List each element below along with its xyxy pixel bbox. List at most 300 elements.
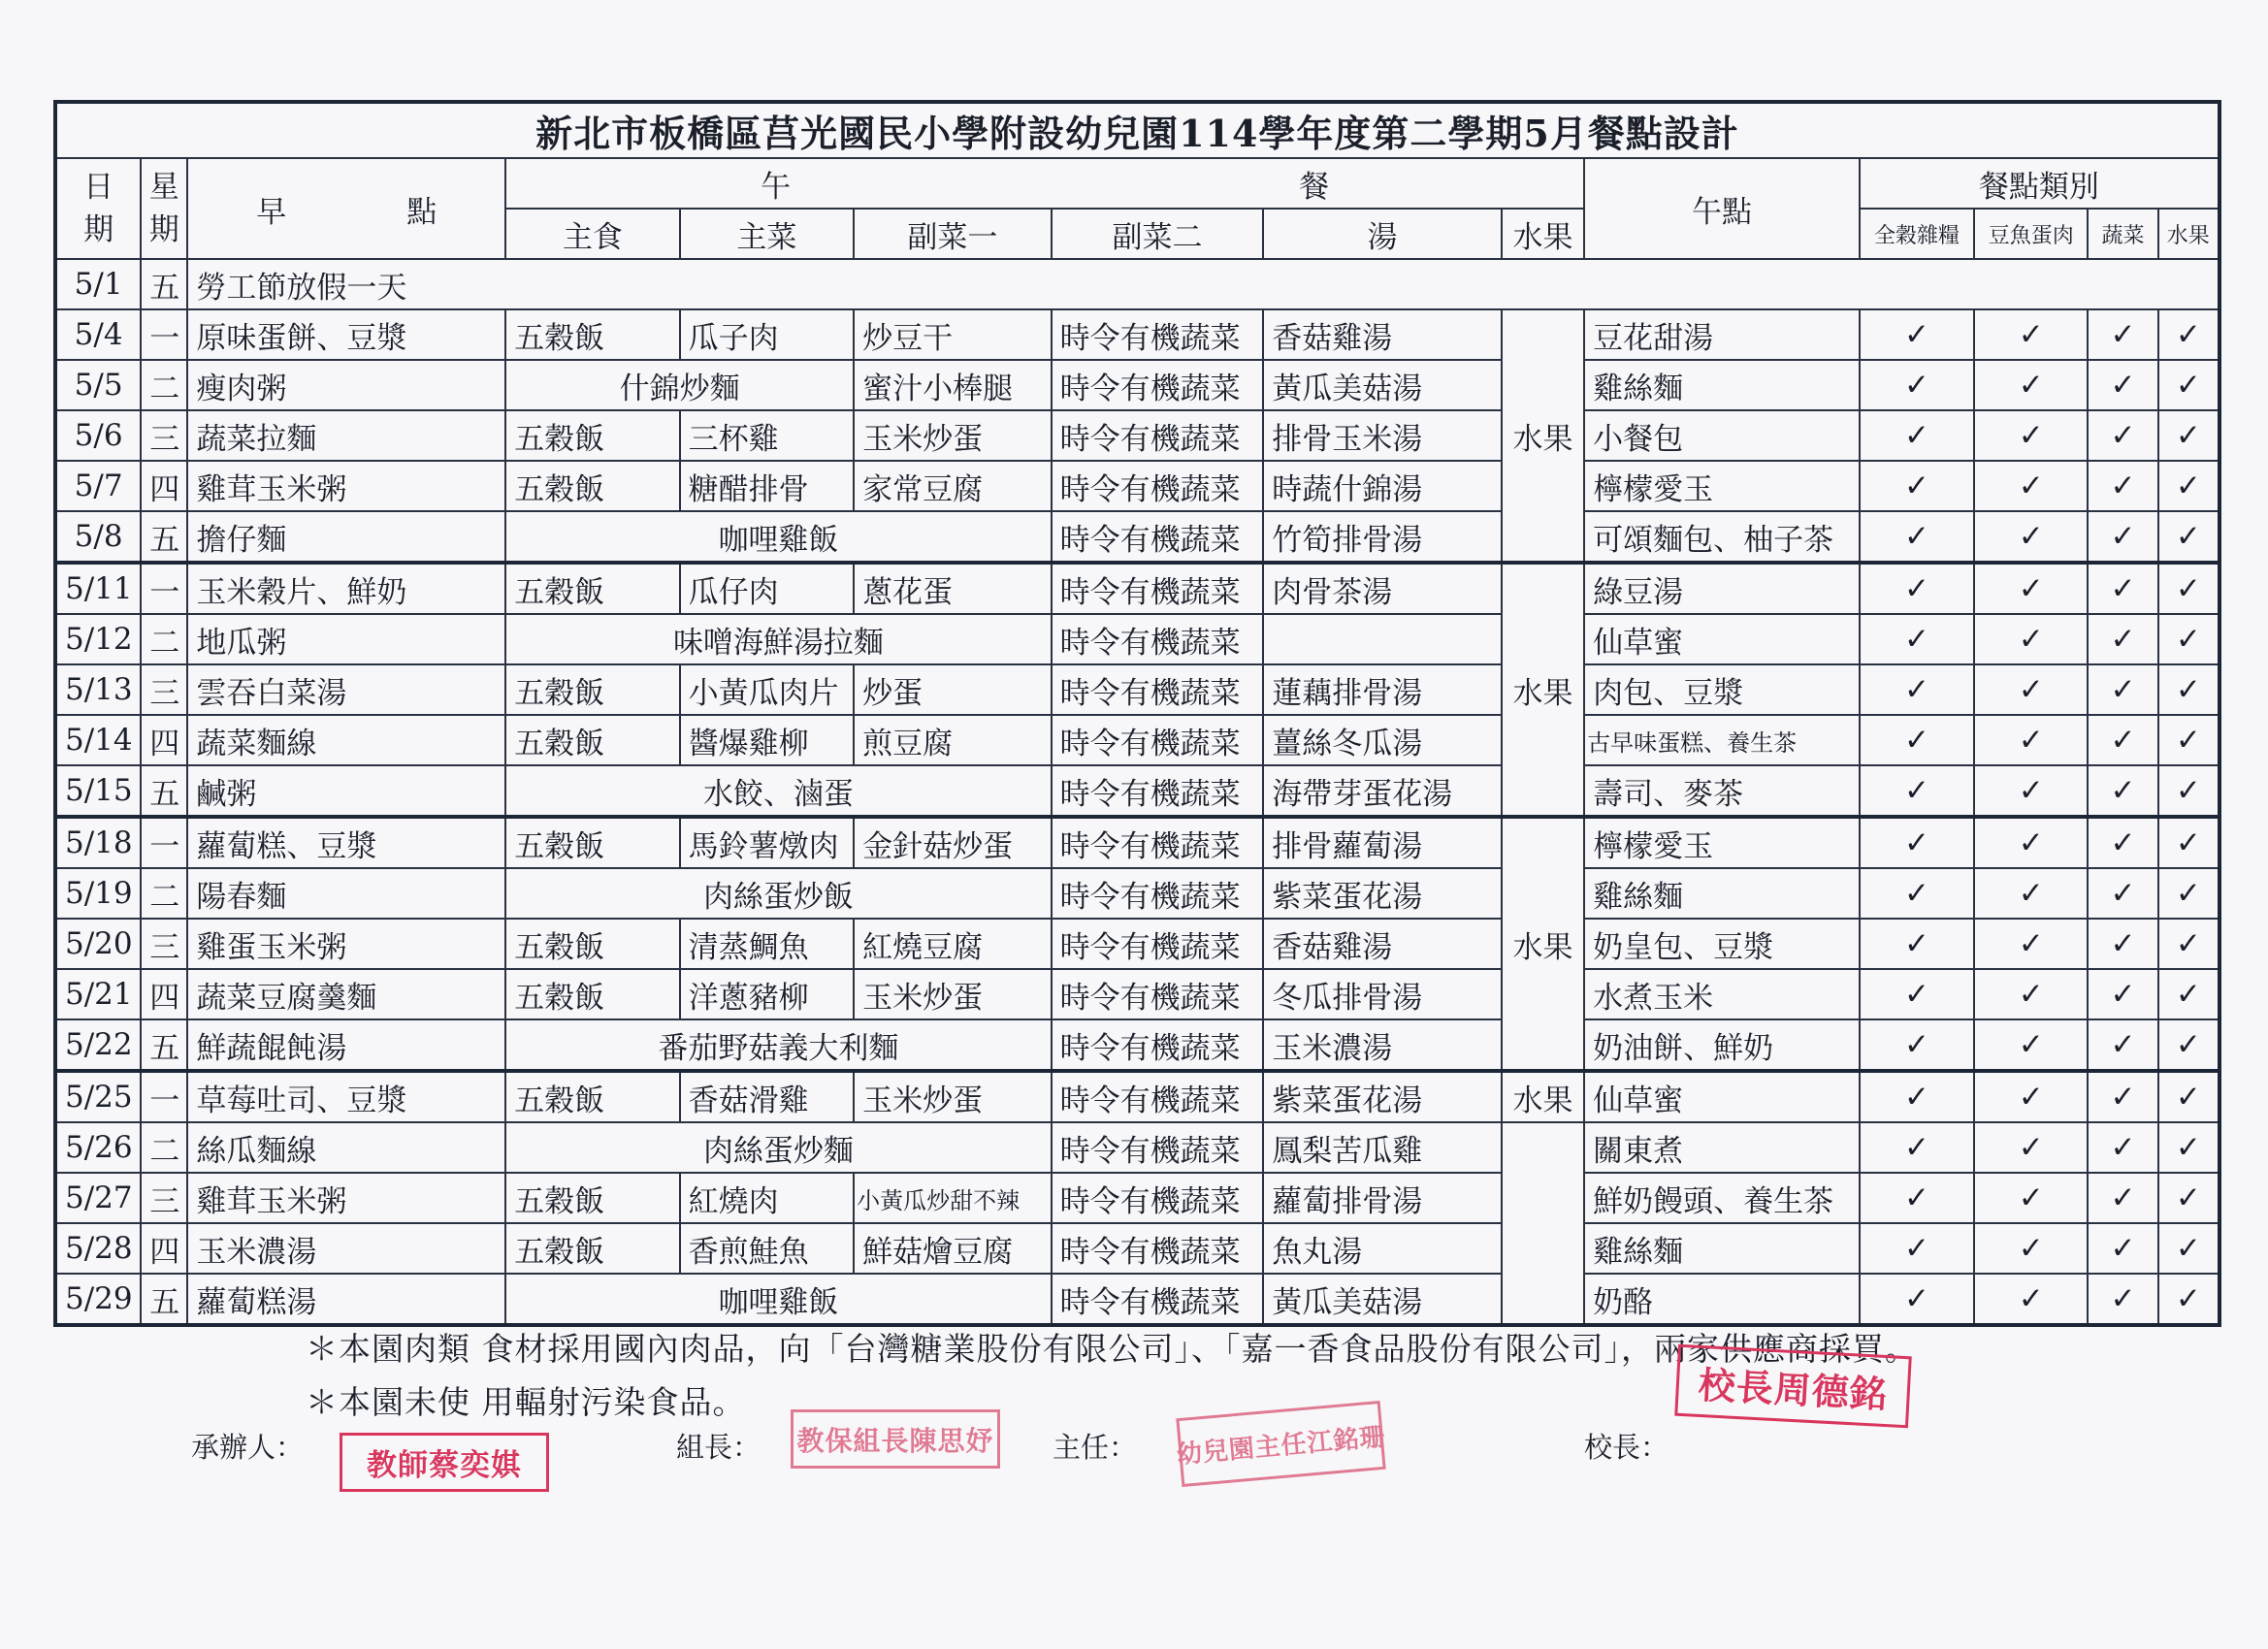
cell-soup: 時蔬什錦湯 [1263, 461, 1502, 511]
cell-date: 5/20 [55, 919, 141, 969]
cell-side2: 時令有機蔬菜 [1052, 715, 1264, 765]
cell-fruit: 水果 [1502, 817, 1584, 1071]
check-mark: ✓ [2158, 563, 2219, 614]
cell-staple: 五穀飯 [505, 919, 679, 969]
meal-row [55, 1019, 2219, 1071]
cell-staple: 五穀飯 [505, 1173, 679, 1223]
cell-side2: 時令有機蔬菜 [1052, 868, 1264, 919]
check-mark: ✓ [1860, 1071, 1974, 1122]
meal-row [55, 1173, 2219, 1223]
cell-side1: 煎豆腐 [854, 715, 1052, 765]
cell-snack: 奶油餅、鮮奶 [1584, 1019, 1860, 1071]
check-mark: ✓ [1974, 309, 2088, 360]
cell-soup: 紫菜蛋花湯 [1263, 1071, 1502, 1122]
cell-date: 5/12 [55, 614, 141, 664]
check-mark: ✓ [2088, 1274, 2157, 1325]
cell-main-dish: 瓜子肉 [680, 309, 854, 360]
cell-date: 5/11 [55, 563, 141, 614]
cell-soup: 魚丸湯 [1263, 1223, 1502, 1274]
cell-weekday: 二 [141, 614, 187, 664]
check-mark: ✓ [2158, 309, 2219, 360]
cell-snack: 古早味蛋糕、養生茶 [1584, 715, 1860, 765]
side1-header: 副菜一 [854, 209, 1052, 259]
cell-soup: 海帶芽蛋花湯 [1263, 765, 1502, 817]
check-mark: ✓ [1974, 1173, 2088, 1223]
meal-row [55, 969, 2219, 1019]
check-mark: ✓ [2088, 309, 2157, 360]
check-mark: ✓ [1860, 969, 1974, 1019]
check-mark: ✓ [2088, 868, 2157, 919]
check-mark: ✓ [2088, 817, 2157, 868]
meal-row [55, 360, 2219, 410]
teacher-stamp: 教師蔡奕娸 [340, 1433, 549, 1492]
cat-grains-header: 全穀雜糧 [1860, 209, 1974, 259]
check-mark: ✓ [2088, 1173, 2157, 1223]
cell-breakfast: 瘦肉粥 [187, 360, 505, 410]
cell-staple: 五穀飯 [505, 1223, 679, 1274]
cell-soup: 薑絲冬瓜湯 [1263, 715, 1502, 765]
cell-breakfast: 雞茸玉米粥 [187, 461, 505, 511]
cell-date: 5/8 [55, 511, 141, 563]
cell-snack: 小餐包 [1584, 410, 1860, 461]
cell-date: 5/4 [55, 309, 141, 360]
handler-label: 承辦人： [191, 1431, 305, 1464]
cell-snack: 雞絲麵 [1584, 868, 1860, 919]
cell-staple: 五穀飯 [505, 664, 679, 715]
holiday-date: 5/1 [55, 259, 141, 309]
check-mark: ✓ [1974, 360, 2088, 410]
check-mark: ✓ [1974, 969, 2088, 1019]
check-mark: ✓ [2158, 664, 2219, 715]
cell-snack: 雞絲麵 [1584, 360, 1860, 410]
cell-breakfast: 原味蛋餅、豆漿 [187, 309, 505, 360]
check-mark: ✓ [2158, 1122, 2219, 1173]
check-mark: ✓ [1860, 461, 1974, 511]
cell-breakfast: 蔬菜拉麵 [187, 410, 505, 461]
cell-side2: 時令有機蔬菜 [1052, 664, 1264, 715]
cell-snack: 壽司、麥茶 [1584, 765, 1860, 817]
cell-staple: 五穀飯 [505, 410, 679, 461]
cell-breakfast: 草莓吐司、豆漿 [187, 1071, 505, 1122]
cell-weekday: 四 [141, 715, 187, 765]
snack-header: 午點 [1584, 158, 1860, 259]
cell-breakfast: 陽春麵 [187, 868, 505, 919]
check-mark: ✓ [2088, 614, 2157, 664]
cell-date: 5/22 [55, 1019, 141, 1071]
meal-row [55, 1223, 2219, 1274]
cell-side1: 炒豆干 [854, 309, 1052, 360]
cell-snack: 水煮玉米 [1584, 969, 1860, 1019]
cell-soup: 肉骨茶湯 [1263, 563, 1502, 614]
check-mark: ✓ [1860, 715, 1974, 765]
cell-side2: 時令有機蔬菜 [1052, 919, 1264, 969]
cell-side1: 金針菇炒蛋 [854, 817, 1052, 868]
main-dish-header: 主菜 [680, 209, 854, 259]
cell-main-dish: 香菇滑雞 [680, 1071, 854, 1122]
cell-soup: 竹筍排骨湯 [1263, 511, 1502, 563]
cell-date: 5/6 [55, 410, 141, 461]
note-meat-source: ＊本園肉類 食材採用國內肉品，向「台灣糖業股份有限公司」、「嘉一香食品股份有限公司」，兩家供應商採買。 [306, 1330, 1918, 1368]
cat-fruit-header: 水果 [2158, 209, 2219, 259]
cell-snack: 仙草蜜 [1584, 1071, 1860, 1122]
meal-row [55, 765, 2219, 817]
cell-combined-main: 咖哩雞飯 [505, 1274, 1051, 1325]
cell-weekday: 五 [141, 1274, 187, 1325]
check-mark: ✓ [1860, 817, 1974, 868]
check-mark: ✓ [2088, 511, 2157, 563]
cell-breakfast: 玉米濃湯 [187, 1223, 505, 1274]
cell-main-dish: 醬爆雞柳 [680, 715, 854, 765]
check-mark: ✓ [1974, 664, 2088, 715]
director-label: 主任： [1053, 1431, 1138, 1464]
cell-weekday: 三 [141, 664, 187, 715]
cell-date: 5/13 [55, 664, 141, 715]
check-mark: ✓ [1860, 1019, 1974, 1071]
cell-breakfast: 蔬菜麵線 [187, 715, 505, 765]
cell-main-dish: 馬鈴薯燉肉 [680, 817, 854, 868]
cell-fruit: 水果 [1502, 309, 1584, 563]
cell-weekday: 一 [141, 1071, 187, 1122]
check-mark: ✓ [2158, 919, 2219, 969]
lunch-header [505, 158, 1584, 209]
categories-header: 餐點類別 [1860, 158, 2219, 209]
cell-snack: 關東煮 [1584, 1122, 1860, 1173]
check-mark: ✓ [2088, 664, 2157, 715]
check-mark: ✓ [1860, 410, 1974, 461]
cell-side1: 炒蛋 [854, 664, 1052, 715]
meal-row [55, 1274, 2219, 1325]
cell-soup [1263, 614, 1502, 664]
cell-combined-main: 咖哩雞飯 [505, 511, 1051, 563]
cell-breakfast: 雞茸玉米粥 [187, 1173, 505, 1223]
cell-side2: 時令有機蔬菜 [1052, 410, 1264, 461]
check-mark: ✓ [2088, 410, 2157, 461]
cell-snack: 豆花甜湯 [1584, 309, 1860, 360]
check-mark: ✓ [2088, 563, 2157, 614]
weekday-header-text: 星期 [148, 170, 179, 247]
cell-combined-main: 肉絲蛋炒飯 [505, 868, 1051, 919]
cell-combined-main: 番茄野菇義大利麵 [505, 1019, 1051, 1071]
cell-snack: 雞絲麵 [1584, 1223, 1860, 1274]
check-mark: ✓ [2158, 715, 2219, 765]
cell-weekday: 三 [141, 410, 187, 461]
cell-side1: 家常豆腐 [854, 461, 1052, 511]
cell-side2: 時令有機蔬菜 [1052, 1071, 1264, 1122]
check-mark: ✓ [2158, 1173, 2219, 1223]
soup-header: 湯 [1263, 209, 1502, 259]
staple-header: 主食 [505, 209, 679, 259]
meal-row [55, 461, 2219, 511]
cell-staple: 五穀飯 [505, 715, 679, 765]
cell-weekday: 五 [141, 1019, 187, 1071]
cell-snack: 綠豆湯 [1584, 563, 1860, 614]
cell-snack: 鮮奶饅頭、養生茶 [1584, 1173, 1860, 1223]
cell-side1: 玉米炒蛋 [854, 410, 1052, 461]
date-header [55, 158, 141, 259]
cell-soup: 蓮藕排骨湯 [1263, 664, 1502, 715]
cell-side2: 時令有機蔬菜 [1052, 511, 1264, 563]
meal-row [55, 309, 2219, 360]
breakfast-header: 早 點 [187, 158, 505, 259]
meal-row [55, 1122, 2219, 1173]
cell-soup: 玉米濃湯 [1263, 1019, 1502, 1071]
cell-main-dish: 小黃瓜肉片 [680, 664, 854, 715]
menu-table [53, 100, 2221, 1327]
cell-date: 5/25 [55, 1071, 141, 1122]
meal-row [55, 511, 2219, 563]
check-mark: ✓ [2158, 868, 2219, 919]
note-radiation: ＊本園未使 用輻射污染食品。 [306, 1383, 746, 1421]
cell-side2: 時令有機蔬菜 [1052, 1223, 1264, 1274]
cell-date: 5/5 [55, 360, 141, 410]
lunch-header-right: 餐 [1299, 169, 1330, 205]
lunch-header-left: 午 [761, 169, 792, 205]
check-mark: ✓ [1974, 1223, 2088, 1274]
cell-weekday: 一 [141, 309, 187, 360]
cell-staple: 五穀飯 [505, 817, 679, 868]
cell-weekday: 四 [141, 461, 187, 511]
check-mark: ✓ [2158, 1071, 2219, 1122]
cell-side2: 時令有機蔬菜 [1052, 1019, 1264, 1071]
check-mark: ✓ [2088, 765, 2157, 817]
cell-snack: 仙草蜜 [1584, 614, 1860, 664]
cell-combined-main: 味噌海鮮湯拉麵 [505, 614, 1051, 664]
check-mark: ✓ [1974, 868, 2088, 919]
check-mark: ✓ [2088, 715, 2157, 765]
cell-soup: 香菇雞湯 [1263, 309, 1502, 360]
cell-soup: 冬瓜排骨湯 [1263, 969, 1502, 1019]
cell-main-dish: 三杯雞 [680, 410, 854, 461]
cell-date: 5/21 [55, 969, 141, 1019]
cell-soup: 黃瓜美菇湯 [1263, 1274, 1502, 1325]
cell-date: 5/7 [55, 461, 141, 511]
cell-snack: 可頌麵包、柚子茶 [1584, 511, 1860, 563]
cell-side1: 玉米炒蛋 [854, 969, 1052, 1019]
check-mark: ✓ [1974, 1019, 2088, 1071]
cell-side2: 時令有機蔬菜 [1052, 817, 1264, 868]
cell-date: 5/15 [55, 765, 141, 817]
check-mark: ✓ [1860, 511, 1974, 563]
cell-side1: 玉米炒蛋 [854, 1071, 1052, 1122]
cell-side1: 鮮菇燴豆腐 [854, 1223, 1052, 1274]
check-mark: ✓ [1860, 360, 1974, 410]
cell-main-dish: 紅燒肉 [680, 1173, 854, 1223]
cell-weekday: 三 [141, 1173, 187, 1223]
date-header-text: 日期 [83, 170, 114, 247]
check-mark: ✓ [1860, 309, 1974, 360]
group-leader-label: 組長： [676, 1431, 761, 1464]
cell-side2: 時令有機蔬菜 [1052, 563, 1264, 614]
cell-breakfast: 鹹粥 [187, 765, 505, 817]
cell-weekday: 二 [141, 1122, 187, 1173]
cell-soup: 排骨玉米湯 [1263, 410, 1502, 461]
cell-soup: 香菇雞湯 [1263, 919, 1502, 969]
cell-snack: 檸檬愛玉 [1584, 817, 1860, 868]
meal-row [55, 1071, 2219, 1122]
cell-side1: 紅燒豆腐 [854, 919, 1052, 969]
check-mark: ✓ [1860, 1223, 1974, 1274]
meal-row [55, 715, 2219, 765]
check-mark: ✓ [2088, 1019, 2157, 1071]
cell-breakfast: 地瓜粥 [187, 614, 505, 664]
cell-staple: 五穀飯 [505, 461, 679, 511]
cell-side2: 時令有機蔬菜 [1052, 360, 1264, 410]
check-mark: ✓ [2088, 1122, 2157, 1173]
check-mark: ✓ [2158, 614, 2219, 664]
fruit-header: 水果 [1502, 209, 1584, 259]
director-stamp: 幼兒園主任江銘珊 [1176, 1401, 1385, 1487]
meal-row [55, 817, 2219, 868]
holiday-weekday: 五 [141, 259, 187, 309]
cell-snack: 檸檬愛玉 [1584, 461, 1860, 511]
check-mark: ✓ [2158, 360, 2219, 410]
cell-weekday: 三 [141, 919, 187, 969]
cell-combined-main: 肉絲蛋炒麵 [505, 1122, 1051, 1173]
cell-staple: 五穀飯 [505, 1071, 679, 1122]
check-mark: ✓ [1974, 614, 2088, 664]
cell-weekday: 四 [141, 969, 187, 1019]
side2-header: 副菜二 [1052, 209, 1264, 259]
check-mark: ✓ [1974, 715, 2088, 765]
check-mark: ✓ [1974, 563, 2088, 614]
cell-date: 5/19 [55, 868, 141, 919]
holiday-text: 勞工節放假一天 [187, 259, 2219, 309]
cell-fruit: 水果 [1502, 1071, 1584, 1122]
cell-soup: 黃瓜美菇湯 [1263, 360, 1502, 410]
weekday-header [141, 158, 187, 259]
cell-weekday: 五 [141, 765, 187, 817]
meal-row [55, 563, 2219, 614]
cell-snack: 肉包、豆漿 [1584, 664, 1860, 715]
check-mark: ✓ [2158, 765, 2219, 817]
group-leader-stamp: 教保組長陳思妤 [791, 1409, 1000, 1469]
cell-staple: 五穀飯 [505, 563, 679, 614]
cell-side2: 時令有機蔬菜 [1052, 1274, 1264, 1325]
check-mark: ✓ [2088, 1071, 2157, 1122]
check-mark: ✓ [1974, 1122, 2088, 1173]
cell-date: 5/26 [55, 1122, 141, 1173]
cell-date: 5/27 [55, 1173, 141, 1223]
cell-side2: 時令有機蔬菜 [1052, 969, 1264, 1019]
cell-date: 5/18 [55, 817, 141, 868]
cell-breakfast: 蘿蔔糕、豆漿 [187, 817, 505, 868]
cell-soup: 鳳梨苦瓜雞 [1263, 1122, 1502, 1173]
check-mark: ✓ [1860, 919, 1974, 969]
menu-body [55, 259, 2219, 1325]
cell-main-dish: 糖醋排骨 [680, 461, 854, 511]
check-mark: ✓ [1860, 765, 1974, 817]
check-mark: ✓ [2158, 1223, 2219, 1274]
cell-main-dish: 瓜仔肉 [680, 563, 854, 614]
check-mark: ✓ [2088, 969, 2157, 1019]
cell-side1: 小黃瓜炒甜不辣 [854, 1173, 1052, 1223]
cell-main-dish: 洋蔥豬柳 [680, 969, 854, 1019]
cell-soup: 蘿蔔排骨湯 [1263, 1173, 1502, 1223]
cell-staple: 五穀飯 [505, 969, 679, 1019]
cell-side1: 蜜汁小棒腿 [854, 360, 1052, 410]
cell-snack: 奶酪 [1584, 1274, 1860, 1325]
cell-combined-main: 什錦炒麵 [505, 360, 854, 410]
check-mark: ✓ [1860, 1173, 1974, 1223]
cell-breakfast: 雲吞白菜湯 [187, 664, 505, 715]
cell-side2: 時令有機蔬菜 [1052, 765, 1264, 817]
cell-side2: 時令有機蔬菜 [1052, 1173, 1264, 1223]
cell-main-dish: 清蒸鯛魚 [680, 919, 854, 969]
cell-side2: 時令有機蔬菜 [1052, 309, 1264, 360]
check-mark: ✓ [2088, 360, 2157, 410]
meal-row [55, 664, 2219, 715]
cell-soup: 排骨蘿蔔湯 [1263, 817, 1502, 868]
cell-breakfast: 鮮蔬餛飩湯 [187, 1019, 505, 1071]
check-mark: ✓ [2158, 410, 2219, 461]
cell-snack: 奶皇包、豆漿 [1584, 919, 1860, 969]
check-mark: ✓ [2158, 1019, 2219, 1071]
check-mark: ✓ [1860, 563, 1974, 614]
cat-protein-header: 豆魚蛋肉 [1974, 209, 2088, 259]
check-mark: ✓ [1974, 1071, 2088, 1122]
check-mark: ✓ [2158, 511, 2219, 563]
page-title: 新北市板橋區莒光國民小學附設幼兒園114學年度第二學期5月餐點設計 [55, 102, 2219, 158]
check-mark: ✓ [1860, 868, 1974, 919]
cell-date: 5/29 [55, 1274, 141, 1325]
meal-row [55, 919, 2219, 969]
check-mark: ✓ [1860, 1122, 1974, 1173]
check-mark: ✓ [1860, 614, 1974, 664]
cell-breakfast: 蘿蔔糕湯 [187, 1274, 505, 1325]
cell-weekday: 二 [141, 360, 187, 410]
cell-weekday: 四 [141, 1223, 187, 1274]
cell-breakfast: 雞蛋玉米粥 [187, 919, 505, 969]
check-mark: ✓ [2158, 461, 2219, 511]
principal-stamp: 校長周德銘 [1674, 1344, 1912, 1429]
check-mark: ✓ [2158, 969, 2219, 1019]
cell-main-dish: 香煎鮭魚 [680, 1223, 854, 1274]
cell-side2: 時令有機蔬菜 [1052, 461, 1264, 511]
cell-staple: 五穀飯 [505, 309, 679, 360]
check-mark: ✓ [1974, 511, 2088, 563]
meal-row [55, 410, 2219, 461]
check-mark: ✓ [1974, 765, 2088, 817]
cell-soup: 紫菜蛋花湯 [1263, 868, 1502, 919]
cell-breakfast: 擔仔麵 [187, 511, 505, 563]
principal-label: 校長： [1584, 1431, 1669, 1464]
check-mark: ✓ [2088, 461, 2157, 511]
cell-breakfast: 絲瓜麵線 [187, 1122, 505, 1173]
cat-veg-header: 蔬菜 [2088, 209, 2157, 259]
check-mark: ✓ [2158, 1274, 2219, 1325]
cell-side2: 時令有機蔬菜 [1052, 614, 1264, 664]
cell-breakfast: 蔬菜豆腐羹麵 [187, 969, 505, 1019]
check-mark: ✓ [1974, 410, 2088, 461]
cell-side1: 蔥花蛋 [854, 563, 1052, 614]
check-mark: ✓ [1974, 817, 2088, 868]
cell-combined-main: 水餃、滷蛋 [505, 765, 1051, 817]
cell-breakfast: 玉米穀片、鮮奶 [187, 563, 505, 614]
check-mark: ✓ [1974, 461, 2088, 511]
cell-fruit [1502, 1122, 1584, 1325]
cell-weekday: 一 [141, 817, 187, 868]
holiday-row [55, 259, 2219, 309]
check-mark: ✓ [1974, 919, 2088, 969]
cell-weekday: 一 [141, 563, 187, 614]
cell-weekday: 二 [141, 868, 187, 919]
cell-date: 5/28 [55, 1223, 141, 1274]
check-mark: ✓ [2088, 1223, 2157, 1274]
check-mark: ✓ [1974, 1274, 2088, 1325]
check-mark: ✓ [2088, 919, 2157, 969]
check-mark: ✓ [1860, 1274, 1974, 1325]
cell-weekday: 五 [141, 511, 187, 563]
